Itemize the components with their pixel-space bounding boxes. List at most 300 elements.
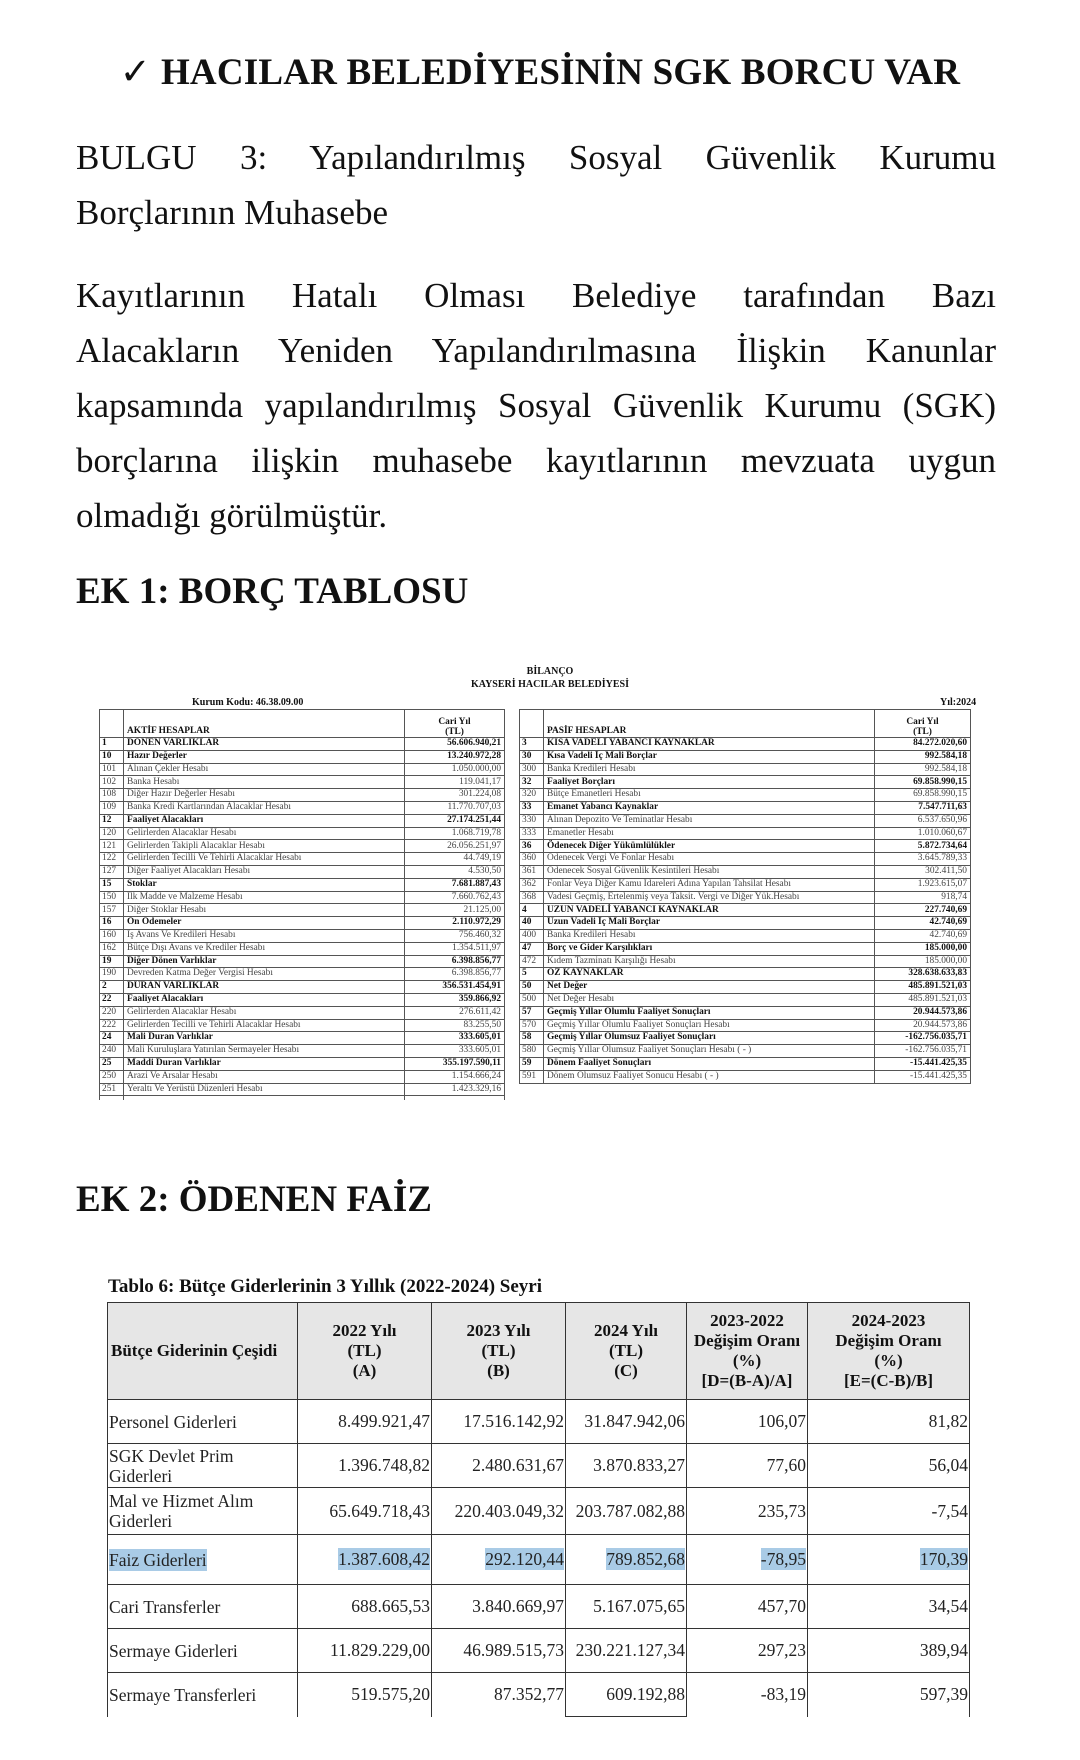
table-row — [100, 929, 505, 942]
value-header-line1: Cari Yıl — [438, 717, 471, 727]
cell-text: 56,04 — [928, 1455, 968, 1475]
account-name: KISA VADELİ YABANCI KAYNAKLAR — [544, 738, 875, 751]
account-value: 2.110.972,29 — [405, 917, 505, 930]
cell-text: 609.192,88 — [606, 1684, 685, 1704]
account-value: 4.530,50 — [405, 865, 505, 878]
account-name: Bütçe Dışı Avans ve Krediler Hesabı — [124, 942, 405, 955]
code-header — [100, 710, 124, 738]
cell-name — [108, 1444, 298, 1488]
cell-text: -83,19 — [760, 1684, 806, 1705]
account-value: 7.660.762,43 — [405, 891, 505, 904]
account-name: Net Değer — [544, 981, 875, 994]
cell-e — [808, 1444, 970, 1488]
account-code: 25 — [100, 1057, 124, 1070]
table-row — [520, 750, 971, 763]
table-row — [100, 1083, 505, 1096]
table-row — [520, 981, 971, 994]
account-code: 120 — [100, 827, 124, 840]
account-name: Mali Duran Varlıklar — [124, 1032, 405, 1045]
account-code: 22 — [100, 993, 124, 1006]
cell-text: -7,54 — [931, 1500, 968, 1521]
page-title — [0, 50, 1080, 94]
account-value: 6.398.856,77 — [405, 955, 505, 968]
cell-y2023 — [432, 1444, 566, 1488]
account-name: Stoklar — [124, 878, 405, 891]
account-name: Dönem Olumsuz Faaliyet Sonucu Hesabı ( - ) — [544, 1070, 875, 1083]
table-row — [520, 1070, 971, 1083]
cell-y2023 — [432, 1629, 566, 1673]
empty-cell — [100, 1096, 124, 1100]
body-line: borçlarına ilişkin muhasebe kayıtlarının mevzuata uygun — [76, 441, 996, 480]
cell-text: 389,94 — [919, 1640, 968, 1660]
account-name: Emanet Yabancı Kaynaklar — [544, 801, 875, 814]
account-code: 160 — [100, 929, 124, 942]
table-row — [100, 763, 505, 776]
account-name: Geçmiş Yıllar Olumlu Faaliyet Sonuçları — [544, 1006, 875, 1019]
cell-text: 87.352,77 — [494, 1684, 564, 1705]
account-value: 756.460,32 — [405, 929, 505, 942]
cell-y2024 — [566, 1535, 687, 1585]
cell-y2024 — [566, 1673, 687, 1717]
account-code: 361 — [520, 865, 544, 878]
cell-e — [808, 1535, 970, 1585]
account-name: Kıdem Tazminatı Karşılığı Hesabı — [544, 955, 875, 968]
account-value: 333.605,01 — [405, 1032, 505, 1045]
cell-d — [687, 1673, 808, 1717]
table-row — [520, 814, 971, 827]
account-value: 26.056.251,97 — [405, 840, 505, 853]
column-header-line: (C) — [614, 1361, 638, 1380]
account-code: 330 — [520, 814, 544, 827]
table-row — [100, 750, 505, 763]
table-row — [520, 968, 971, 981]
cell-y2022 — [298, 1673, 432, 1717]
account-code: 320 — [520, 789, 544, 802]
budget-expenses-table — [107, 1302, 970, 1717]
body-line: Kayıtlarının Hatalı Olması Belediye tarafından Bazı — [76, 276, 996, 315]
table-row — [100, 917, 505, 930]
cell-text: 235,73 — [757, 1500, 806, 1521]
table-row — [100, 776, 505, 789]
account-code: 150 — [100, 891, 124, 904]
column-header-line: (TL) — [347, 1341, 382, 1360]
table-row — [100, 840, 505, 853]
account-name: Ödenecek Diğer Yükümlülükler — [544, 840, 875, 853]
account-name: DURAN VARLIKLAR — [124, 981, 405, 994]
account-name: Faaliyet Alacakları — [124, 993, 405, 1006]
cell-e — [808, 1629, 970, 1673]
account-value: 11.770.707,03 — [405, 801, 505, 814]
column-header — [687, 1303, 808, 1400]
cell-text: 789.852,68 — [606, 1549, 685, 1569]
cell-d — [687, 1535, 808, 1585]
table-row — [100, 942, 505, 955]
account-code: 19 — [100, 955, 124, 968]
value-header-line2: (TL) — [913, 727, 932, 737]
account-name: Emanetler Hesabı — [544, 827, 875, 840]
account-value: 13.240.972,28 — [405, 750, 505, 763]
cell-e — [808, 1673, 970, 1717]
account-value: 992.584,18 — [875, 763, 971, 776]
table-row — [108, 1673, 970, 1717]
account-name: Alınan Çekler Hesabı — [124, 763, 405, 776]
table-row — [520, 904, 971, 917]
cell-text: Faiz Giderleri — [109, 1549, 207, 1570]
cell-name — [108, 1488, 298, 1535]
account-name: Dönem Faaliyet Sonuçları — [544, 1057, 875, 1070]
account-code: 50 — [520, 981, 544, 994]
body-line: olmadığı görülmüştür. — [76, 496, 388, 535]
column-header — [808, 1303, 970, 1400]
account-code: 101 — [100, 763, 124, 776]
account-code: 127 — [100, 865, 124, 878]
cell-text: 5.167.075,65 — [593, 1596, 685, 1616]
assets-header-row — [100, 710, 505, 738]
body-line: Alacakların Yeniden Yapılandırılmasına İlişkin Kanunlar — [76, 331, 996, 370]
account-value: 56.606.940,21 — [405, 738, 505, 751]
account-name: Arazi Ve Arsalar Hesabı — [124, 1070, 405, 1083]
account-code: 472 — [520, 955, 544, 968]
account-code: 109 — [100, 801, 124, 814]
code-header — [520, 710, 544, 738]
account-code: 240 — [100, 1045, 124, 1058]
cell-e — [808, 1400, 970, 1444]
account-code: 1 — [100, 738, 124, 751]
account-name: Bütçe Emanetleri Hesabı — [544, 789, 875, 802]
account-code: 162 — [100, 942, 124, 955]
column-header-line: (%) — [732, 1351, 762, 1370]
account-value: 1.354.511,97 — [405, 942, 505, 955]
value-header — [405, 710, 505, 738]
account-code: 3 — [520, 738, 544, 751]
account-code: 102 — [100, 776, 124, 789]
table-row — [520, 1057, 971, 1070]
account-value: 6.398.856,77 — [405, 968, 505, 981]
cell-text: 81,82 — [928, 1411, 968, 1431]
table-row — [100, 1070, 505, 1083]
account-value: 7.547.711,63 — [875, 801, 971, 814]
cell-text: 3.870.833,27 — [593, 1455, 685, 1475]
account-code: 32 — [520, 776, 544, 789]
table-row — [520, 789, 971, 802]
account-code: 360 — [520, 853, 544, 866]
table-row — [520, 801, 971, 814]
table-row — [520, 776, 971, 789]
account-name: Yeraltı Ve Yerüstü Düzenleri Hesabı — [124, 1083, 405, 1096]
cell-text: 292.120,44 — [485, 1549, 564, 1569]
table-row-cutoff — [100, 1096, 505, 1100]
account-value: 185.000,00 — [875, 942, 971, 955]
cell-y2024 — [566, 1444, 687, 1488]
table-row — [100, 878, 505, 891]
account-value: 69.858.990,15 — [875, 776, 971, 789]
cell-text: 688.665,53 — [351, 1596, 430, 1616]
cell-text: 519.575,20 — [351, 1684, 430, 1705]
account-name: Ödenecek Vergi Ve Fonlar Hesabı — [544, 853, 875, 866]
account-value: -15.441.425,35 — [875, 1057, 971, 1070]
cell-text: 2.480.631,67 — [472, 1455, 564, 1475]
account-value: -162.756.035,71 — [875, 1045, 971, 1058]
account-value: 3.645.789,33 — [875, 853, 971, 866]
account-value: 1.010.060,67 — [875, 827, 971, 840]
column-header — [432, 1303, 566, 1400]
table-header-row — [108, 1303, 970, 1400]
column-header-line: 2024 Yılı — [593, 1321, 659, 1340]
account-code: 15 — [100, 878, 124, 891]
column-header-line: (%) — [874, 1351, 903, 1370]
account-value: 1.050.000,00 — [405, 763, 505, 776]
cell-y2024 — [566, 1629, 687, 1673]
account-value: 42.740,69 — [875, 929, 971, 942]
cell-name — [108, 1629, 298, 1673]
table-row — [100, 993, 505, 1006]
table-row — [100, 1045, 505, 1058]
table-row — [100, 1057, 505, 1070]
cell-text: 297,23 — [757, 1640, 806, 1660]
table-row — [108, 1444, 970, 1488]
table-row — [100, 814, 505, 827]
account-code: 580 — [520, 1045, 544, 1058]
cell-y2024 — [566, 1488, 687, 1535]
account-value: 83.255,50 — [405, 1019, 505, 1032]
balance-sheet-title: BİLANÇO — [526, 666, 574, 677]
value-header — [875, 710, 971, 738]
cell-y2023 — [432, 1488, 566, 1535]
account-name: Banka Hesabı — [124, 776, 405, 789]
table-row — [520, 763, 971, 776]
account-name: Net Değer Hesabı — [544, 993, 875, 1006]
table-caption: Tablo 6: Bütçe Giderlerinin 3 Yıllık (2022-2024) Seyri — [108, 1276, 543, 1297]
cell-e — [808, 1488, 970, 1535]
assets-table — [99, 709, 505, 1100]
table-row — [520, 840, 971, 853]
cell-y2022 — [298, 1629, 432, 1673]
account-value: 359.866,92 — [405, 993, 505, 1006]
account-code: 251 — [100, 1083, 124, 1096]
column-header-line: 2022 Yılı — [332, 1321, 397, 1340]
account-name: Maddi Duran Varlıklar — [124, 1057, 405, 1070]
account-code: 222 — [100, 1019, 124, 1032]
account-code: 250 — [100, 1070, 124, 1083]
table-row — [520, 878, 971, 891]
account-code: 12 — [100, 814, 124, 827]
account-value: -15.441.425,35 — [875, 1070, 971, 1083]
account-name: Gelirlerden Takipli Alacaklar Hesabı — [124, 840, 405, 853]
cell-d — [687, 1444, 808, 1488]
column-header-line: [E=(C-B)/B] — [843, 1371, 933, 1390]
account-value: 485.891.521,03 — [875, 981, 971, 994]
cell-y2023 — [432, 1400, 566, 1444]
account-name: Uzun Vadeli İç Mali Borçlar — [544, 917, 875, 930]
account-name: Geçmiş Yıllar Olumsuz Faaliyet Sonuçları — [544, 1032, 875, 1045]
account-name: Diğer Stoklar Hesabı — [124, 904, 405, 917]
account-code: 400 — [520, 929, 544, 942]
account-code: 57 — [520, 1006, 544, 1019]
table-row — [520, 827, 971, 840]
account-name: İş Avans Ve Kredileri Hesabı — [124, 929, 405, 942]
balance-sheet-institution: KAYSERİ HACILAR BELEDİYESİ — [470, 679, 629, 690]
table-row — [520, 955, 971, 968]
account-code: 333 — [520, 827, 544, 840]
table-row — [100, 891, 505, 904]
account-name: Geçmiş Yıllar Olumsuz Faaliyet Sonuçları Hesabı ( - ) — [544, 1045, 875, 1058]
account-value: 6.537.650,96 — [875, 814, 971, 827]
account-name: Alınan Depozito Ve Teminatlar Hesabı — [544, 814, 875, 827]
account-code: 122 — [100, 853, 124, 866]
account-value: 328.638.633,83 — [875, 968, 971, 981]
cell-y2023 — [432, 1673, 566, 1717]
account-code: 500 — [520, 993, 544, 1006]
account-name: Gelirlerden Alacaklar Hesabı — [124, 1006, 405, 1019]
account-name: Diğer Hazır Değerler Hesabı — [124, 789, 405, 802]
finding-line-1: BULGU 3: Yapılandırılmış Sosyal Güvenlik Kurumu — [76, 138, 996, 177]
cell-text: 34,54 — [928, 1596, 968, 1616]
account-code: 190 — [100, 968, 124, 981]
cell-y2022 — [298, 1535, 432, 1585]
account-value: 1.423.329,16 — [405, 1083, 505, 1096]
cell-d — [687, 1629, 808, 1673]
table-row — [100, 789, 505, 802]
cell-name — [108, 1400, 298, 1444]
account-code: 570 — [520, 1019, 544, 1032]
account-name: Fonlar Veya Diğer Kamu İdareleri Adına Yapılan Tahsilat Hesabı — [544, 878, 875, 891]
cell-e — [808, 1585, 970, 1629]
cell-y2022 — [298, 1444, 432, 1488]
account-code: 157 — [100, 904, 124, 917]
value-header-line1: Cari Yıl — [906, 717, 939, 727]
column-header-line: (TL) — [481, 1341, 516, 1360]
institution-code: Kurum Kodu: 46.38.09.00 — [192, 697, 304, 708]
cell-d — [687, 1400, 808, 1444]
account-value: 302.411,50 — [875, 865, 971, 878]
account-value: 992.584,18 — [875, 750, 971, 763]
column-header-line: (TL) — [609, 1341, 643, 1360]
account-value: 485.891.521,03 — [875, 993, 971, 1006]
column-header — [298, 1303, 432, 1400]
account-code: 108 — [100, 789, 124, 802]
table-row — [520, 1019, 971, 1032]
cell-y2022 — [298, 1585, 432, 1629]
table-row — [100, 955, 505, 968]
account-code: 4 — [520, 904, 544, 917]
cell-text: Cari Transferler — [109, 1596, 221, 1617]
liabilities-header-row — [520, 710, 971, 738]
account-value: 185.000,00 — [875, 955, 971, 968]
account-code: 5 — [520, 968, 544, 981]
account-code: 300 — [520, 763, 544, 776]
cell-text: 65.649.718,43 — [329, 1500, 430, 1521]
account-name: Gelirlerden Tecilli Ve Tehirli Alacaklar Hesabı — [124, 853, 405, 866]
column-header-line: [D=(B-A)/A] — [701, 1371, 793, 1390]
cell-text: SGK Devlet Prim Giderleri — [109, 1445, 234, 1486]
account-value: 69.858.990,15 — [875, 789, 971, 802]
account-name: Diğer Faaliyet Alacakları Hesabı — [124, 865, 405, 878]
table-row — [520, 1032, 971, 1045]
table-row — [520, 891, 971, 904]
account-value: 1.154.666,24 — [405, 1070, 505, 1083]
cell-name — [108, 1585, 298, 1629]
check-icon: ✓ — [119, 52, 151, 93]
cell-text: 3.840.669,97 — [472, 1596, 564, 1616]
account-code: 10 — [100, 750, 124, 763]
empty-cell — [405, 1096, 505, 1100]
column-header-line: 2023 Yılı — [466, 1321, 531, 1340]
table-row — [100, 853, 505, 866]
table-row — [100, 1006, 505, 1019]
account-value: 20.944.573,86 — [875, 1019, 971, 1032]
cell-text: 457,70 — [757, 1596, 806, 1616]
table-row — [100, 1019, 505, 1032]
account-value: 21.125,00 — [405, 904, 505, 917]
table-row — [108, 1488, 970, 1535]
column-header-line: Değişim Oranı — [835, 1331, 942, 1350]
account-name: Hazır Değerler — [124, 750, 405, 763]
table-row-highlighted — [108, 1535, 970, 1585]
column-header-line: 2023-2022 — [710, 1311, 784, 1330]
account-value: 1.068.719,78 — [405, 827, 505, 840]
account-value: 301.224,08 — [405, 789, 505, 802]
account-value: 7.681.887,43 — [405, 878, 505, 891]
empty-cell — [124, 1096, 405, 1100]
table-row — [520, 865, 971, 878]
table-row — [100, 981, 505, 994]
assets-header-label: AKTİF HESAPLAR — [124, 710, 405, 738]
account-value: -162.756.035,71 — [875, 1032, 971, 1045]
cell-d — [687, 1488, 808, 1535]
table-row — [100, 827, 505, 840]
cell-text: 31.847.942,06 — [584, 1411, 685, 1431]
account-value: 276.611,42 — [405, 1006, 505, 1019]
cell-text: 1.396.748,82 — [338, 1455, 430, 1475]
body-line: kapsamında yapılandırılmış Sosyal Güvenlik Kurumu (SGK) — [76, 386, 996, 425]
cell-text: 17.516.142,92 — [463, 1411, 564, 1431]
cell-text: 46.989.515,73 — [463, 1640, 564, 1660]
finding-body-paragraph — [76, 268, 996, 543]
table-row — [100, 865, 505, 878]
table-row — [520, 1045, 971, 1058]
table-row — [100, 1032, 505, 1045]
column-header — [566, 1303, 687, 1400]
account-name: Ödenecek Sosyal Güvenlik Kesintileri Hesabı — [544, 865, 875, 878]
account-value: 119.041,17 — [405, 776, 505, 789]
cell-text: Personel Giderleri — [109, 1411, 237, 1432]
cell-y2023 — [432, 1535, 566, 1585]
table-row — [100, 801, 505, 814]
table-row — [520, 1006, 971, 1019]
account-code: 591 — [520, 1070, 544, 1083]
account-code: 36 — [520, 840, 544, 853]
cell-text: Sermaye Transferleri — [109, 1684, 257, 1705]
ek1-heading: EK 1: BORÇ TABLOSU — [76, 571, 469, 612]
account-value: 5.872.734,64 — [875, 840, 971, 853]
column-header-line: 2024-2023 — [851, 1311, 926, 1330]
account-code: 24 — [100, 1032, 124, 1045]
table-row — [520, 917, 971, 930]
page-title-text: HACILAR BELEDİYESİNİN SGK BORCU VAR — [160, 52, 961, 93]
cell-y2024 — [566, 1400, 687, 1444]
account-code: 30 — [520, 750, 544, 763]
cell-text: 597,39 — [919, 1684, 968, 1705]
cell-text: Mal ve Hizmet Alım Giderleri — [109, 1491, 254, 1531]
finding-heading-paragraph — [76, 130, 996, 240]
account-name: Diğer Dönen Varlıklar — [124, 955, 405, 968]
table-row — [108, 1629, 970, 1673]
cell-name — [108, 1535, 298, 1585]
cell-text: 1.387.608,42 — [338, 1549, 430, 1569]
account-value: 42.740,69 — [875, 917, 971, 930]
table-row — [520, 942, 971, 955]
cell-text: 77,60 — [766, 1455, 806, 1475]
